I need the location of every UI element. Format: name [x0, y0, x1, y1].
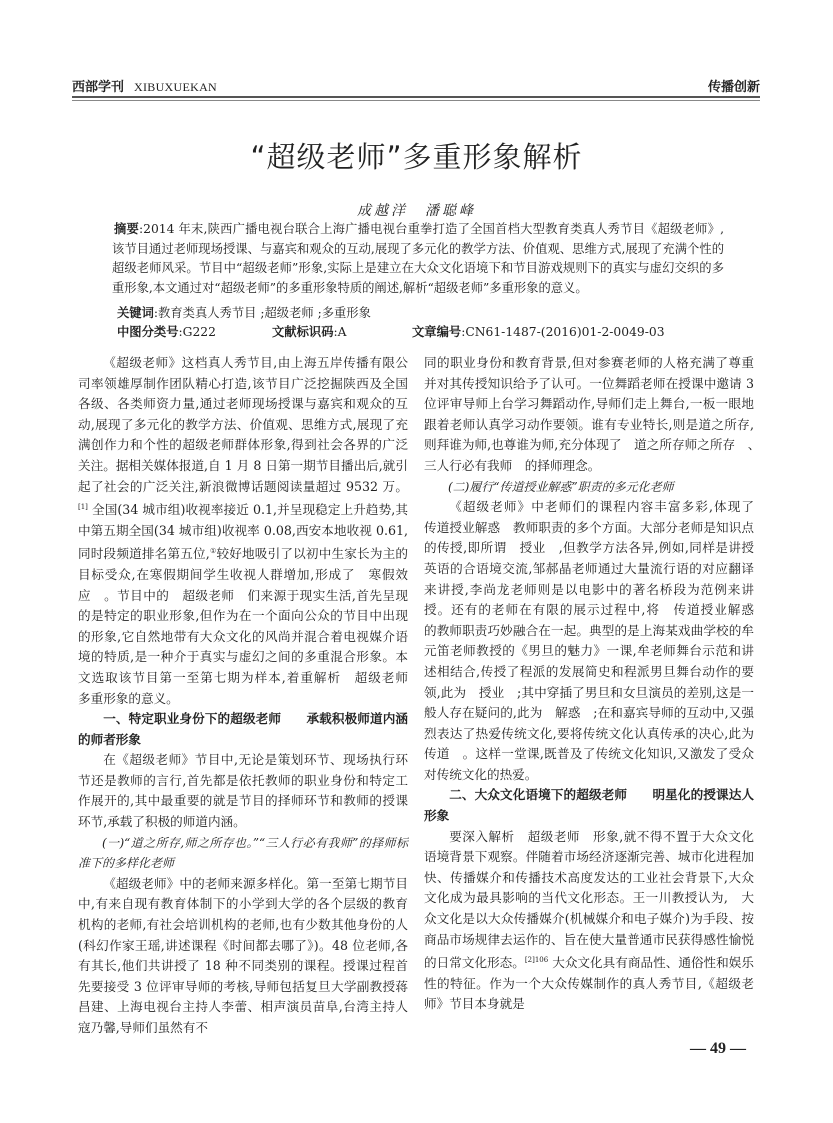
abstract	[112, 220, 724, 298]
citation-ref: [1]	[78, 503, 88, 512]
footnote-ref: ①	[209, 547, 217, 556]
section-heading-2: 二、大众文化语境下的超级老师 明星化的授课达人形象	[424, 787, 754, 824]
text-run: 要深入解析 超级老师 形象,就不得不置于大众文化语境背景下观察。伴随着市场经济逐渐完善、城市化进程加快、传播媒介和传播技术高度发达的工业社会背景下,大众文化成为最具影响的当代文化形态。王一川教授认为, 大众文化是以大众传播媒介(机械媒介和电子媒介)为手段、按商品市场规律去运作的、旨在使大量普通市民获得感性愉悦的日常文化形态。	[424, 828, 754, 971]
body-paragraph: 同的职业身份和教育背景,但对参赛老师的人格充满了尊重并对其传授知识给予了认可。一位舞蹈老师在授课中邀请 3 位评审导师上台学习舞蹈动作,导师们走上舞台,一板一眼地跟着老师认真学习动作要领。谁有专业特长,则是道之所存,则拜谁为师,也尊谁为师,充分体现了 道之所存师之所存 、 三人行必有我师 的择师理念。	[424, 355, 767, 473]
body-paragraph	[424, 827, 754, 1015]
body-column-left	[78, 353, 421, 1039]
article-metadata	[117, 322, 737, 340]
authors: 成越洋 潘聪峰	[357, 203, 476, 219]
body-paragraph: 《超级老师》中的老师来源多样化。第一至第七期节目中,有来自现有教育体制下的小学到大学的各个层级的教育机构的老师,有社会培训机构的老师,也有少数其他身份的人(科幻作家王瑶,讲述课程《时间都去哪了》)。48 位老师,各有其长,他们共讲授了 18 种不同类别的课程。授课过程首先要接受 3 位评审导师的考核,导师包括复旦大学副教授蒋昌建、上海电视台主持人李蕾、相声演员苗阜,台湾主持人寇乃馨,导师们虽然有不	[78, 875, 408, 1035]
document-code-value: :A	[333, 325, 347, 339]
keywords-text: :教育类真人秀节目 ;超级老师 ;多重形象	[153, 306, 371, 320]
text-run: 全国(34 城市组)收视率接近 0.1,并呈现稳定上升趋势,其中第五期全国(34 城市组)收视率 0.08,西安本地收视 0.61,同时段频道排名第五位,	[78, 502, 408, 562]
clc-value: :G222	[178, 325, 216, 339]
page-number: — 49 —	[690, 1040, 746, 1057]
text-run: 较好地吸引了以初中生家长为主的目标受众,在寒假期间学生收视人群增加,形成了 寒假效应 。节目中的 超级老师 们来源于现实生活,首先呈现的是特定的职业形象,但作为在一个面向公众的节目中出现的形象,它自然地带有大众文化的风尚并混合着电视媒介语境的特质,是一种介于真实与虚幻之间的多重混合形象。本文选取该节目第一至第七期为样本,着重解析 超级老师 多重形象的意义。	[78, 546, 421, 706]
clc-number	[117, 322, 272, 340]
text-run: 《超级老师》这档真人秀节目,由上海五岸传播有限公司率领雄厚制作团队精心打造,该节目广泛挖掘陕西及全国各级、各类师资力量,通过老师现场授课与嘉宾和观众的互动,展现了多元化的教学方法、价值观、思维方式,展现了充满创作力和个性的超级老师群体形象,得到社会各界的广泛关注。据相关媒体报道,自 1 月 8 日第一期节目播出后,就引起了社会的广泛关注,新浪微博话题阅读量超过 9532 万。	[78, 355, 408, 494]
intro-paragraph	[78, 353, 421, 709]
article-title: “超级老师”多重形象解析	[250, 140, 583, 174]
citation-ref: [2]106	[524, 956, 549, 965]
keywords-label: 关键词	[117, 306, 154, 320]
clc-label: 中图分类号	[117, 325, 179, 339]
subsection-heading-1-2: (二)履行“传道授业解惑”职责的多元化老师	[448, 479, 674, 494]
document-code	[272, 322, 412, 340]
journal-name-latin: XIBUXUEKAN	[134, 80, 218, 94]
running-header	[72, 74, 760, 98]
abstract-text: :2014 年末,陕西广播电视台联合上海广播电视台重拳打造了全国首档大型教育类真人秀节目《超级老师》,该节目通过老师现场授课、与嘉宾和观众的互动,展现了多元化的教学方法、价值观、思维方式,展现了充满个性的超级老师风采。节目中“超级老师”形象,实际上是建立在大众文化语境下和节目游戏规则下的真实与虚幻交织的多重形象,本文通过对“超级老师”的多重形象特质的阐述,解析“超级老师”多重形象的意义。	[112, 222, 724, 295]
abstract-label: 摘要	[114, 222, 139, 236]
article-number	[412, 322, 665, 340]
journal-name-cn: 西部学刊	[72, 80, 125, 95]
subsection-heading-1-1: (一)“道之所存,师之所存也。”“三人行必有我师”的择师标准下的多样化老师	[78, 835, 408, 871]
body-paragraph: 在《超级老师》节目中,无论是策划环节、现场执行环节还是教师的言行,首先都是依托教师的职业身份和特定工作展开的,其中最重要的就是节目的择师环节和教师的授课环节,承载了积极的师道内涵。	[78, 752, 408, 830]
journal-name	[72, 76, 217, 95]
article-number-label: 文章编号	[412, 325, 462, 339]
document-code-label: 文献标识码	[272, 325, 334, 339]
section-name: 传播创新	[707, 80, 760, 95]
text-run: 大众文化具有商品性、通俗性和娱乐性的特征。作为一个大众传媒制作的真人秀节目,《超级老师》节目本身就是	[424, 955, 754, 1012]
section-heading-1: 一、特定职业身份下的超级老师 承载积极师道内涵的师者形象	[78, 711, 408, 747]
keywords	[117, 303, 371, 321]
body-column-right	[424, 353, 767, 1015]
body-paragraph: 《超级老师》中老师们的课程内容丰富多彩,体现了 传道授业解惑 教师职责的多个方面。大部分老师是知识点的传授,即所谓 授业 ,但教学方法各异,例如,同样是讲授英语的合语境交流,邹郝晶老师通过大量流行语的对应翻译来讲授,李尚龙老师则是以电影中的著名桥段为范例来讲授。还有的老师在有限的展示过程中,将 传道授业解惑 的教师职责巧妙融合在一起。典型的是上海某戏曲学校的牟元笛老师教授的《男旦的魅力》一课,牟老师舞台示范和讲述相结合,传授了程派的发展简史和程派男旦舞台动作的要领,此为 授业 ;其中穿插了男旦和女旦演员的差别,这是一般人存在疑问的,此为 解惑 ;在和嘉宾导师的互动中,又强烈表达了热爱传统文化,要将传统文化认真传承的决心,此为 传道 。这样一堂课,既普及了传统文化知识,又激发了受众对传统文化的热爱。	[424, 499, 767, 782]
article-number-value: :CN61-1487-(2016)01-2-0049-03	[461, 325, 665, 339]
